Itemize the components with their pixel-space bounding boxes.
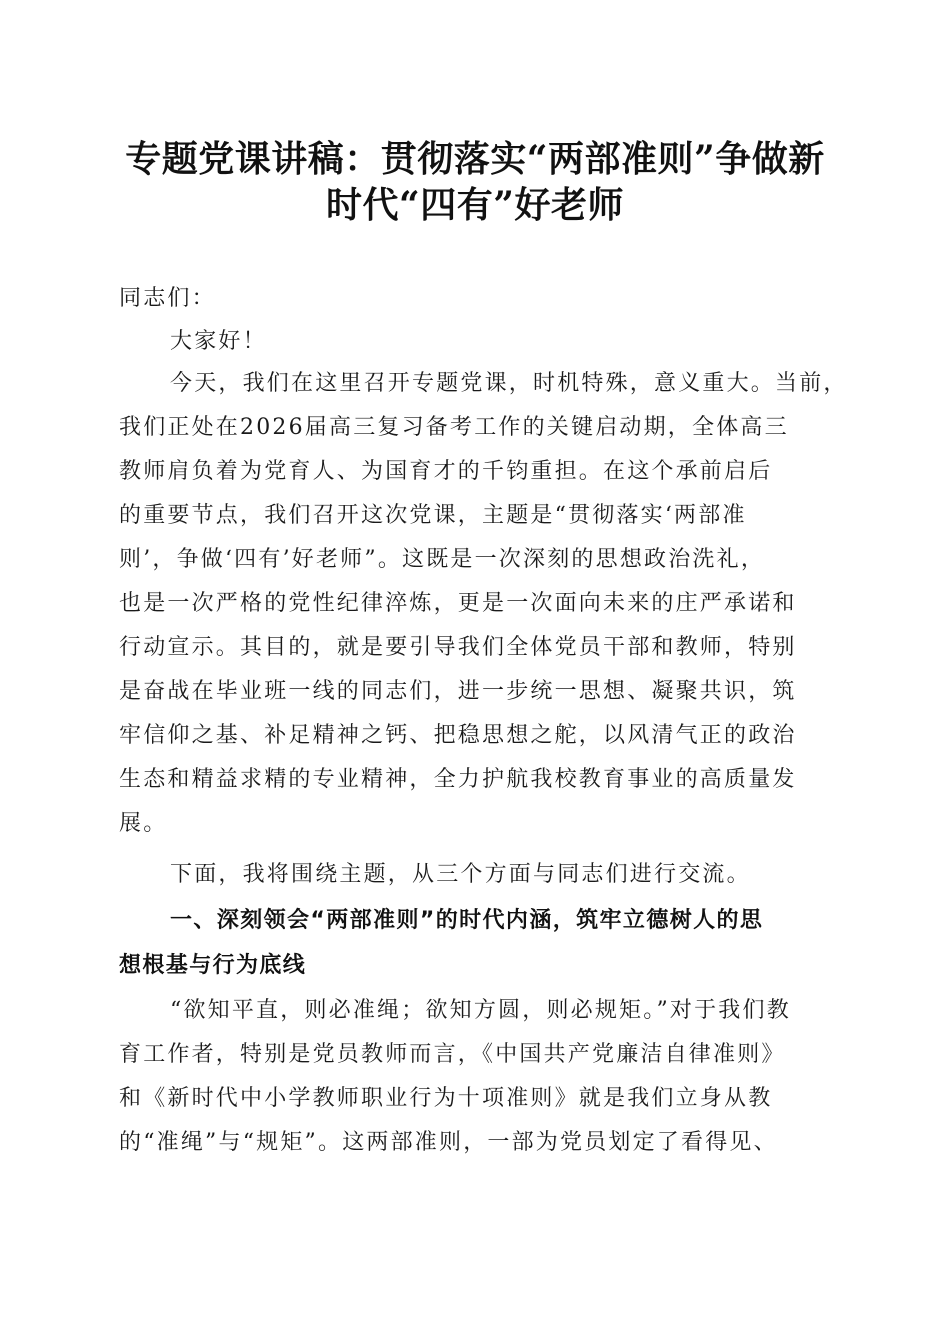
greeting: 大家好！ [170, 329, 267, 354]
body-line: 牢信仰之基、补足精神之钙、把稳思想之舵，以风清气正的政治 [119, 723, 797, 748]
body-line: 下面，我将围绕主题，从三个方面与同志们进行交流。 [170, 862, 751, 887]
section-body-line: 和《新时代中小学教师职业行为十项准则》就是我们立身从教 [119, 1086, 773, 1111]
body-line: 我们正处在2026届高三复习备考工作的关键启动期，全体高三 [119, 415, 789, 440]
document-title-line-2: 时代“四有”好老师 [326, 184, 624, 226]
body-line: 是奋战在毕业班一线的同志们，进一步统一思想、凝聚共识，筑 [119, 679, 797, 704]
body-line: 的重要节点，我们召开这次党课，主题是“贯彻落实‘两部准 [119, 503, 747, 528]
document-title-line-1: 专题党课讲稿：贯彻落实“两部准则”争做新 [125, 138, 825, 180]
body-line: 教师肩负着为党育人、为国育才的千钧重担。在这个承前启后 [119, 459, 773, 484]
body-line: 生态和精益求精的专业精神，全力护航我校教育事业的高质量发 [119, 767, 797, 792]
body-line: 今天，我们在这里召开专题党课，时机特殊，意义重大。当前， [170, 371, 848, 396]
section-heading-line-2: 想根基与行为底线 [119, 953, 307, 978]
salutation: 同志们： [119, 286, 216, 311]
section-body-line: 育工作者，特别是党员教师而言，《中国共产党廉洁自律准则》 [119, 1042, 786, 1067]
section-body-line: “欲知平直，则必准绳；欲知方圆，则必规矩。”对于我们教 [170, 998, 791, 1023]
section-body-line: 的“准绳”与“规矩”。这两部准则，一部为党员划定了看得见、 [119, 1130, 778, 1155]
body-line: 则’，争做‘四有’好老师”。这既是一次深刻的思想政治洗礼， [119, 547, 766, 572]
body-line: 也是一次严格的党性纪律淬炼，更是一次面向未来的庄严承诺和 [119, 591, 797, 616]
section-heading-line-1: 一、深刻领会“两部准则”的时代内涵，筑牢立德树人的思 [170, 908, 764, 933]
body-line: 行动宣示。其目的，就是要引导我们全体党员干部和教师，特别 [119, 635, 797, 660]
body-line: 展。 [119, 811, 168, 836]
